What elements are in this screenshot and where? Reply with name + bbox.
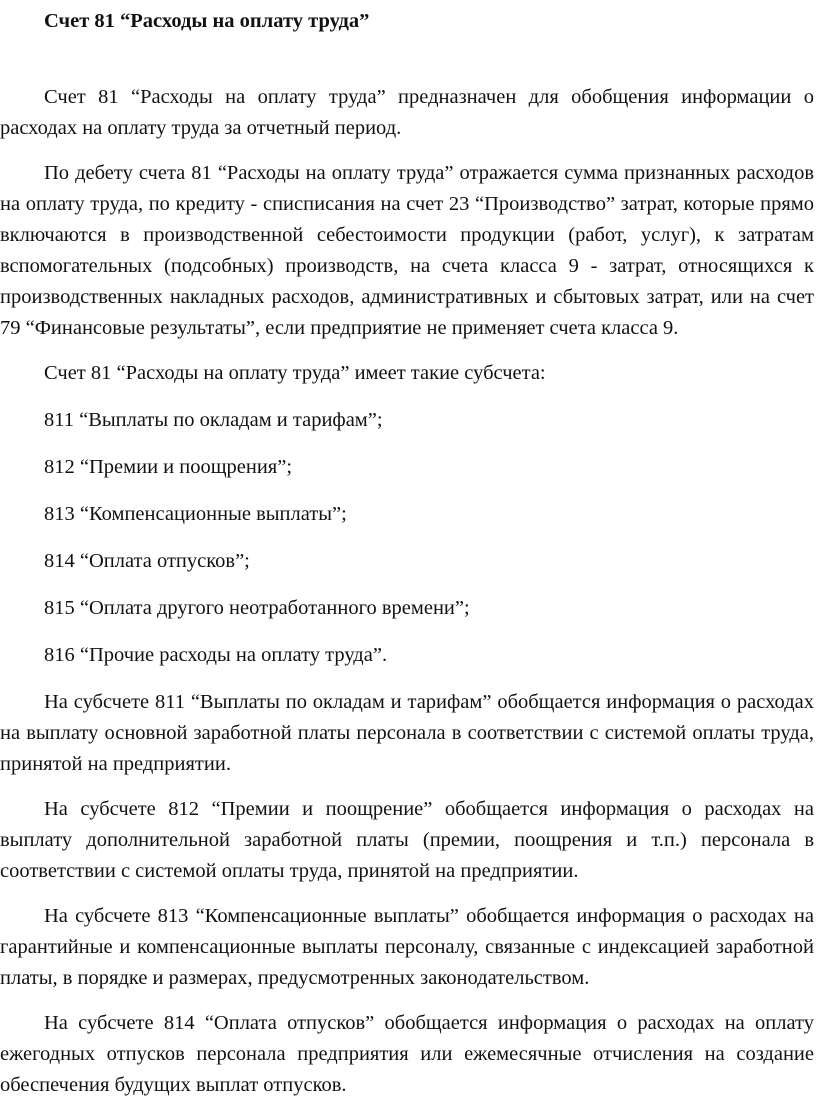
detail-paragraph-812: На субсчете 812 “Премии и поощрение” обобщается информация о расходах на выплату дополнительной заработной платы (премии, поощрения и т.п.) персонала в соответствии с системой оплаты труда, принятой на предприятии.	[0, 798, 814, 882]
subaccount-815: 815 “Оплата другого неотработанного времени”;	[44, 597, 470, 619]
subaccount-816: 816 “Прочие расходы на оплату труда”.	[44, 644, 388, 666]
subaccount-812: 812 “Премии и поощрения”;	[44, 456, 293, 478]
detail-paragraph-811: На субсчете 811 “Выплаты по окладам и тарифам” обобщается информация о расходах на выплату основной заработной платы персонала в соответствии с системой оплаты труда, принятой на предприятии.	[0, 691, 814, 775]
subaccount-813: 813 “Компенсационные выплаты”;	[44, 503, 347, 525]
page-title: Счет 81 “Расходы на оплату труда”	[44, 10, 370, 32]
subaccounts-heading-paragraph: Счет 81 “Расходы на оплату труда” имеет такие субсчета:	[44, 362, 546, 384]
intro-paragraph-1: Счет 81 “Расходы на оплату труда” предназначен для обобщения информации о расходах на оплату труда за отчетный период.	[0, 86, 814, 139]
intro-paragraph-2: По дебету счета 81 “Расходы на оплату труда” отражается сумма признанных расходов на оплату труда, по кредиту - списписания на счет 23 “Производство” затрат, которые прямо включаются в производственной себестоимости продукции (работ, услуг), к затратам вспомогательных (подсобных) производств, на счета класса 9 - затрат, относящихся к производственных накладных расходов, административных и сбытовых затрат, или на счет 79 “Финансовые результаты”, если предприятие не применяет счета класса 9.	[0, 162, 814, 339]
detail-paragraph-814: На субсчете 814 “Оплата отпусков” обобщается информация о расходах на оплату ежегодных отпусков персонала предприятия или ежемесячные отчисления на создание обеспечения будущих выплат отпусков.	[0, 1012, 814, 1096]
document-body	[0, 82, 814, 1115]
subaccount-814: 814 “Оплата отпусков”;	[44, 550, 250, 572]
subaccount-list	[0, 405, 814, 671]
detail-paragraph-813: На субсчете 813 “Компенсационные выплаты” обобщается информация о расходах на гарантийные и компенсационные выплаты персоналу, связанные с индексацией заработной платы, в порядке и размерах, предусмотренных законодательством.	[0, 905, 814, 989]
subaccount-811: 811 “Выплаты по окладам и тарифам”;	[44, 409, 383, 431]
